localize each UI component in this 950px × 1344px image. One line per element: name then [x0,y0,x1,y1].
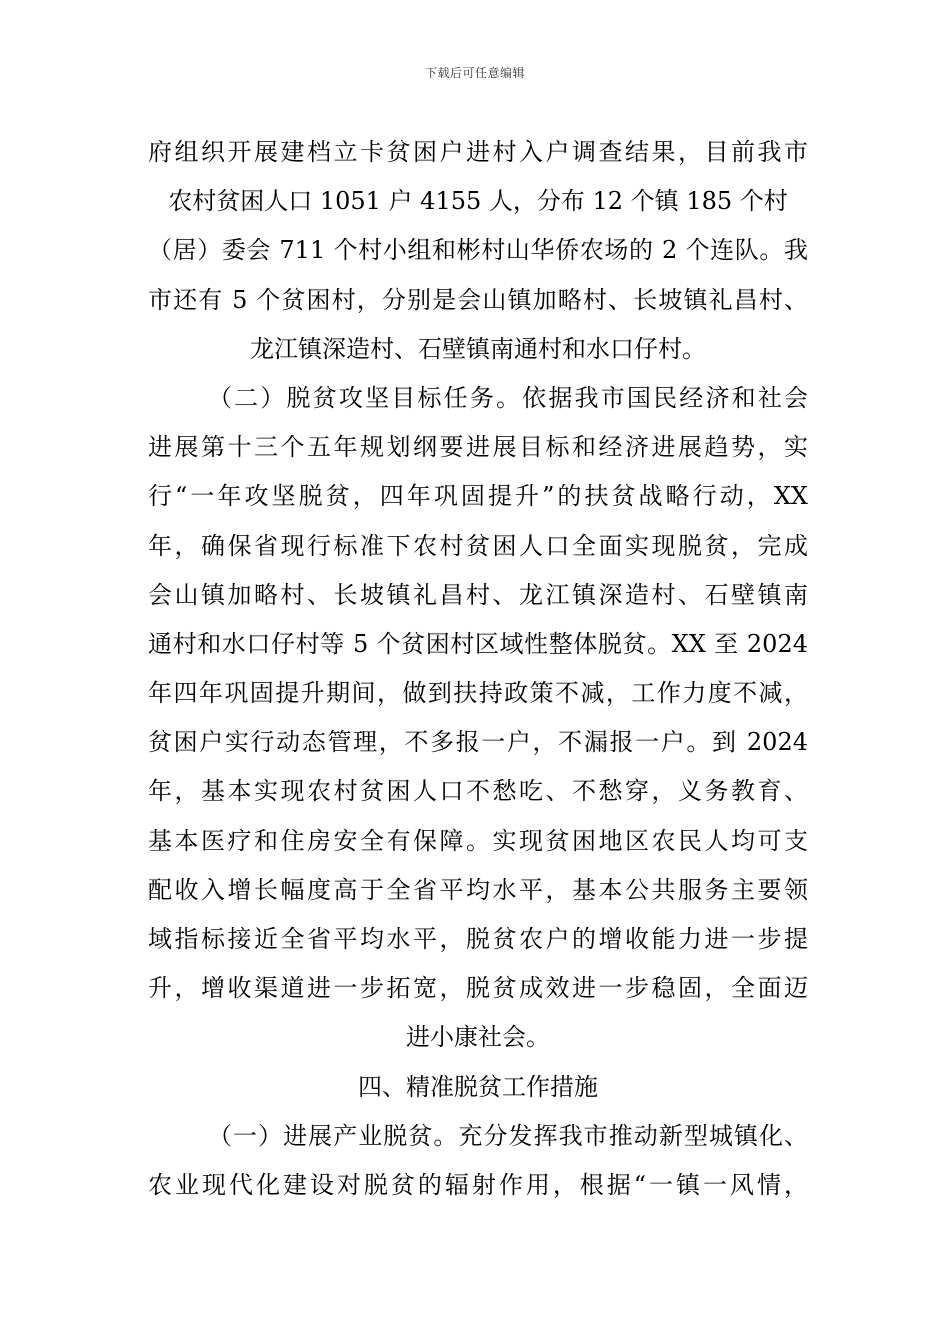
text-line: 府组织开展建档立卡贫困户进村入户调查结果，目前我市 [148,138,808,166]
document-body [148,128,808,1210]
text-line: 年，确保省现行标准下农村贫困人口全面实现脱贫，完成 [148,531,808,560]
text-line: 进小康社会。 [406,1023,550,1052]
text-line: （居）委会 711 个村小组和彬村山华侨农场的 2 个连队。我 [148,236,808,265]
text-line: 年，基本实现农村贫困人口不愁吃、不愁穿，义务教育、 [148,777,808,806]
text-line: 市还有 5 个贫困村，分别是会山镇加略村、长坡镇礼昌村、 [148,285,808,314]
text-line: 农业现代化建设对脱贫的辐射作用，根据“一镇一风情， [148,1170,808,1199]
text-line: 进展第十三个五年规划纲要进展目标和经济进展趋势，实 [148,433,808,462]
text-line: 龙江镇深造村、石壁镇南通村和水口仔村。 [250,334,706,363]
paragraph-start-line: （一）进展产业脱贫。充分发挥我市推动新型城镇化、 [208,1121,808,1150]
text-line: 配收入增长幅度高于全省平均水平，基本公共服务主要领 [148,875,808,904]
text-line: 通村和水口仔村等 5 个贫困村区域性整体脱贫。XX 至 2024 [148,629,808,658]
page-header: 下载后可任意编辑 [424,66,525,80]
text-line: 行“一年攻坚脱贫，四年巩固提升”的扶贫战略行动，XX [148,482,808,511]
section-heading: 四、精准脱贫工作措施 [358,1072,598,1101]
text-line: 年四年巩固提升期间，做到扶持政策不减，工作力度不减， [148,679,808,708]
text-line: 会山镇加略村、长坡镇礼昌村、龙江镇深造村、石壁镇南 [148,580,808,609]
paragraph-start-line: （二）脱贫攻坚目标任务。依据我市国民经济和社会 [208,383,808,412]
text-line: 农村贫困人口 1051 户 4155 人，分布 12 个镇 185 个村 [168,187,788,216]
text-line: 升，增收渠道进一步拓宽，脱贫成效进一步稳固，全面迈 [148,974,808,1003]
text-line: 域指标接近全省平均水平，脱贫农户的增收能力进一步提 [148,925,808,953]
text-line: 贫困户实行动态管理，不多报一户，不漏报一户。到 2024 [148,728,808,757]
text-line: 基本医疗和住房安全有保障。实现贫困地区农民人均可支 [148,826,808,855]
